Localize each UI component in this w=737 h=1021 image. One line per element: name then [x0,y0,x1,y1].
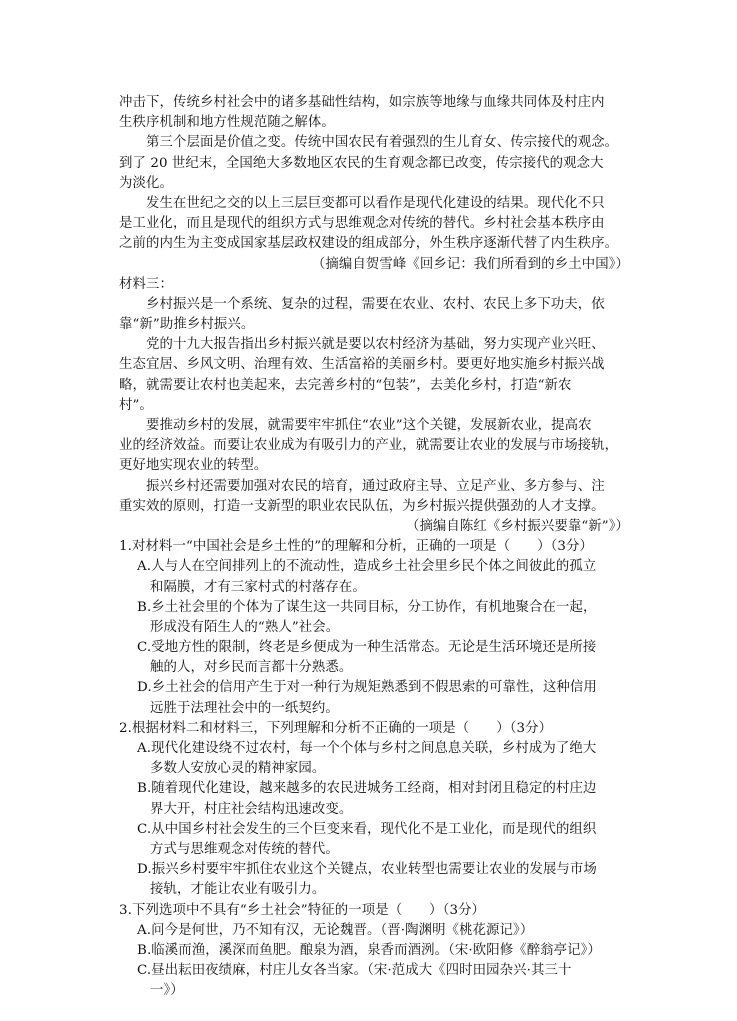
text-line: 到了 20 世纪末，全国绝大多数地区农民的生育观念都已改变，传宗接代的观念大 [119,155,604,171]
source-citation: （摘编自贺雪峰《回乡记：我们所看到的乡土中国》） [311,256,629,272]
option-c: C.昼出耘田夜绩麻，村庄儿女各当家。（宋·范成大《四时田园杂兴·其三十 [137,963,572,979]
option-c-cont: 触的人，对乡民而言都十分熟悉。 [150,660,353,676]
option-c-cont: 方式与思维观念对传统的替代。 [150,841,339,857]
source-citation: （摘编自陈红《乡村振兴要靠“新”》） [405,518,629,534]
text-line: 乡村振兴是一个系统、复杂的过程，需要在农业、农村、农民上多下功夫，依 [146,296,605,312]
option-b: B.乡土社会里的个体为了谋生这一共同目标，分工协作，有机地聚合在一起， [137,599,597,615]
text-line: 略，就需要让农村也美起来，去完善乡村的“包装”，去美化乡村，打造“新农 [119,377,572,393]
document-page [119,93,629,1001]
option-d: D.乡土社会的信用产生于对一种行为规矩熟悉到不假思索的可靠性，这种信用 [137,680,597,696]
text-line: 是工业化，而且是现代的组织方式与思维观念对传统的替代。乡村社会基本秩序由 [119,216,605,232]
text-line: 靠“新”助推乡村振兴。 [119,317,255,333]
option-a-cont: 多数人安放心灵的精神家园。 [150,761,326,777]
section-label: 材料三： [119,276,173,292]
question-stem: 1.对材料一“中国社会是乡土性的”的理解和分析，正确的一项是（ ）（3分） [119,539,593,555]
option-d-cont: 接轨，才能让农业有吸引力。 [150,882,326,898]
option-a: A.现代化建设绕不过农村，每一个个体与乡村之间息息关联，乡村成为了绝大 [137,741,597,756]
text-line: 冲击下，传统乡村社会中的诸多基础性结构，如宗族等地缘与血缘共同体及村庄内 [119,95,605,110]
option-a: A.问今是何世，乃不知有汉，无论魏晋。（晋·陶渊明《桃花源记》） [137,922,534,938]
text-line: 生态宜居、乡风文明、治理有效、生活富裕的美丽乡村。要更好地实施乡村振兴战 [119,357,605,373]
text-line: 重实效的原则，打造一支新型的职业农民队伍，为乡村振兴提供强劲的人才支撑。 [119,498,605,514]
question-stem: 3.下列选项中不具有“乡土社会”特征的一项是（ ）（3分） [119,902,486,918]
option-b: B.随着现代化建设，越来越多的农民进城务工经商，相对封闭且稳定的村庄边 [137,781,597,797]
text-line: 振兴乡村还需要加强对农民的培育，通过政府主导、立足产业、多方参与、注 [146,478,605,494]
option-d-cont: 远胜于法理社会中的一纸契约。 [150,700,339,716]
text-line: 业的经济效益。而要让农业成为有吸引力的产业，就需要让农业的发展与市场接轨， [119,438,619,454]
option-c: C.从中国乡村社会发生的三个巨变来看，现代化不是工业化，而是现代的组织 [137,821,597,837]
text-line: 发生在世纪之交的以上三层巨变都可以看作是现代化建设的结果。现代化不只 [146,195,605,211]
text-line: 要推动乡村的发展，就需要牢牢抓住“农业”这个关键，发展新农业，提高农 [146,418,592,433]
text-line: 第三个层面是价值之变。传统中国农民有着强烈的生儿育女、传宗接代的观念。 [146,135,619,151]
text-line: 更好地实现农业的转型。 [119,458,268,474]
question-stem: 2.根据材料二和材料三，下列理解和分析不正确的一项是（ ）（3分） [119,720,553,736]
option-b-cont: 界大开，村庄社会结构迅速改变。 [150,801,353,817]
text-line: 为淡化。 [119,175,173,191]
text-line: 之前的内生为主变成国家基层政权建设的组成部分，外生秩序逐渐代替了内生秩序。 [119,236,619,252]
option-c-cont: 一》） [150,983,184,999]
option-b: B.临溪而渔，溪深而鱼肥。酿泉为酒，泉香而酒洌。（宋·欧阳修《醉翁亭记》） [137,942,601,958]
option-d: D.振兴乡村要牢牢抓住农业这个关键点，农业转型也需要让农业的发展与市场 [137,862,597,878]
option-a-cont: 和隔膜，才有三家村式的村落存在。 [150,579,366,595]
option-c: C.受地方性的限制，终老是乡便成为一种生活常态。无论是生活环境还是所接 [137,640,597,656]
option-b-cont: 形成没有陌生人的“熟人”社会。 [150,619,340,635]
option-a: A.人与人在空间排列上的不流动性，造成乡土社会里乡民个体之间彼此的孤立 [137,559,597,575]
text-line: 村”。 [119,397,153,413]
text-line: 党的十九大报告指出乡村振兴就是要以农村经济为基础，努力实现产业兴旺、 [146,337,605,353]
text-line: 生秩序机制和地方性规范随之解体。 [119,115,335,131]
